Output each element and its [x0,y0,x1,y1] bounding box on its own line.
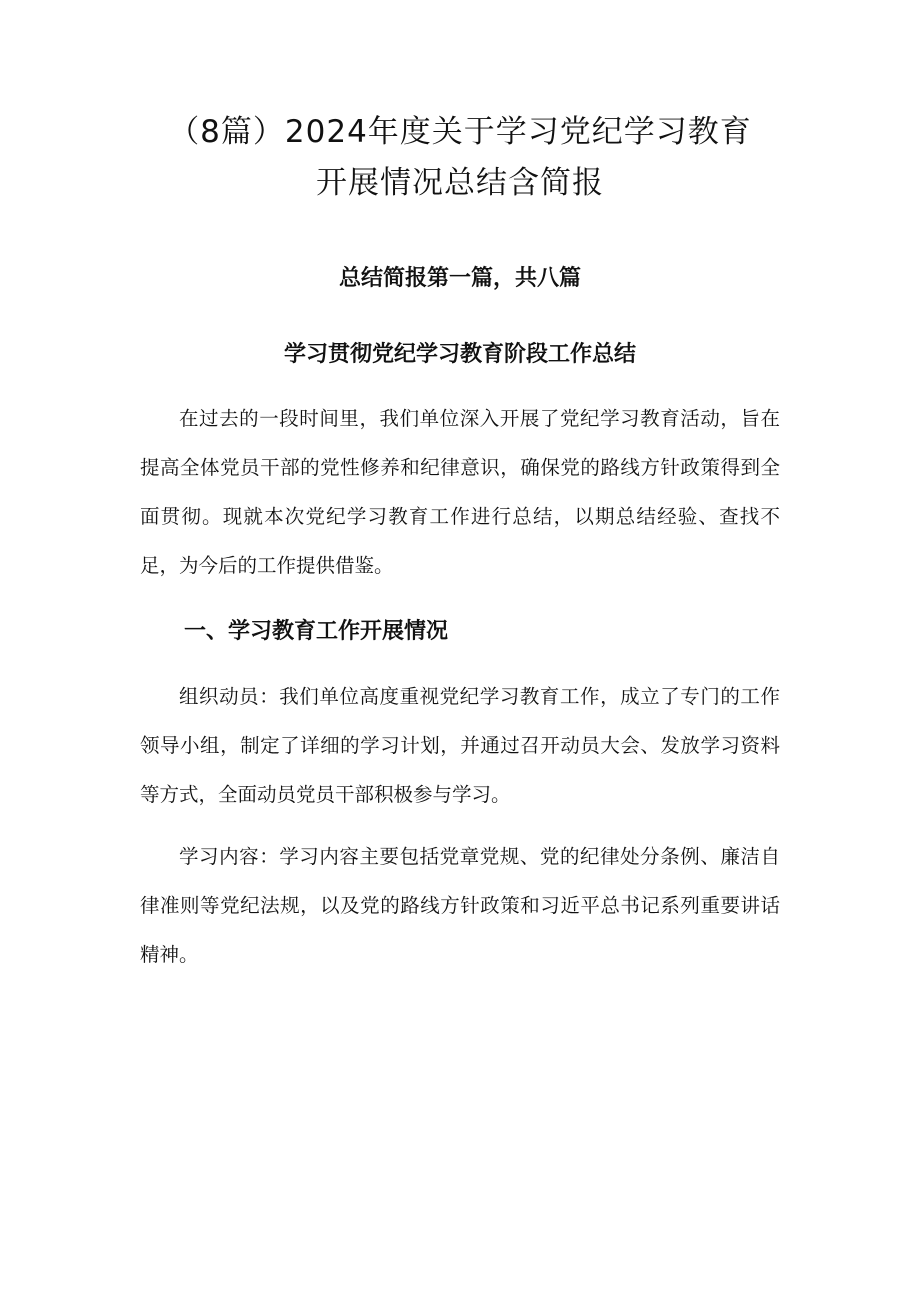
organization-paragraph: 组织动员：我们单位高度重视党纪学习教育工作，成立了专门的工作领导小组，制定了详细的学习计划，并通过召开动员大会、发放学习资料等方式，全面动员党员干部积极参与学习。 [140,685,780,806]
content-paragraph: 学习内容：学习内容主要包括党章党规、党的纪律处分条例、廉洁自律准则等党纪法规，以及党的路线方针政策和习近平总书记系列重要讲话精神。 [140,845,780,966]
section1-heading: 一、学习教育工作开展情况 [184,619,449,644]
intro-paragraph: 在过去的一段时间里，我们单位深入开展了党纪学习教育活动，旨在提高全体党员干部的党性修养和纪律意识，确保党的路线方针政策得到全面贯彻。现就本次党纪学习教育工作进行总结，以期总结经验、查找不足，为今后的工作提供借鉴。 [140,407,780,577]
document-title-line1: （8篇）2024年度关于学习党纪学习教育 [168,114,752,150]
report-title: 学习贯彻党纪学习教育阶段工作总结 [283,342,636,367]
document-title-line2: 开展情况总结含简报 [316,165,604,201]
part-heading: 总结简报第一篇，共八篇 [338,266,581,291]
